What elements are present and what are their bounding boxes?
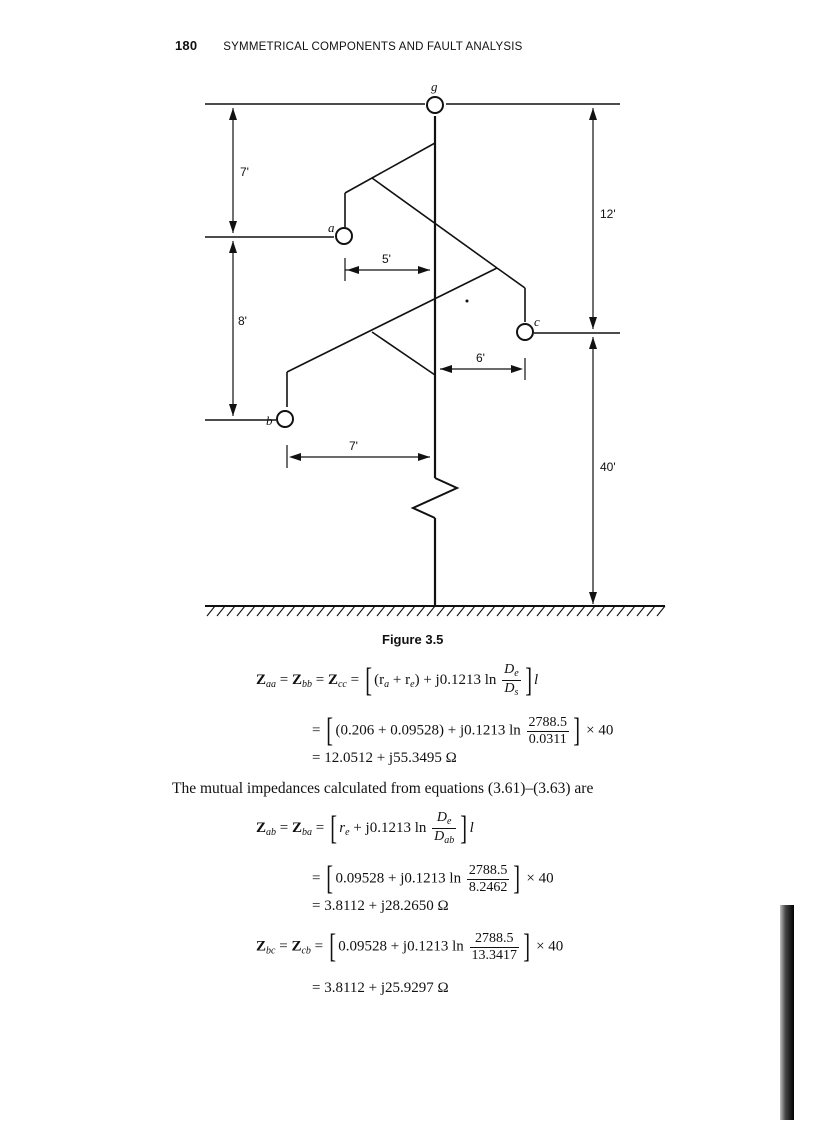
running-title: SYMMETRICAL COMPONENTS AND FAULT ANALYSIS [223,41,523,53]
pole-break-symbol [413,478,457,518]
eq2-length: l [469,819,474,836]
label-c: c [534,314,540,329]
eq1-line2-fraction: $\frac{2788.5}{0.0311}$ [528,714,568,747]
eq2-fraction: $\frac{D_e}{D_{ab}}$ [434,810,455,846]
equation-self-impedance-result: = 12.0512 + j55.3495 Ω [312,750,457,766]
ground-hatching [207,606,665,616]
paragraph-mutual-impedances: The mutual impedances calculated from equations (3.61)–(3.63) are [172,780,594,797]
crossarm-c [497,268,525,288]
conductor-b [277,411,293,427]
crossarm-b [287,268,497,372]
label-dim-7ft-horizontal: 7' [349,439,358,453]
equation-mutual-bc: $Z_{bc} = Z_{cb}$ = [ 0.09528 + j0.1213 ln $\frac{2788.5}{13.3417}$ ] × 40 [256,928,564,965]
equation-mutual-ab-line2: = [ 0.09528 + j0.1213 ln $\frac{2788.5}{8.2462}$ ] × 40 [312,860,554,897]
label-a: a [328,220,335,235]
eq2-line2-fraction: $\frac{2788.5}{8.2462}$ [468,862,508,895]
eq3-tail: × 40 [536,938,564,955]
eq3-inner: 0.09528 + j0.1213 ln [338,938,464,955]
equation-mutual-ab: $Z_{ab} = Z_{ba}$ = [ $r_e + j0.1213$ ln $\frac{D_e}{D_{ab}}$ ] l [256,809,474,847]
eq2-rest: + j0.1213 ln [349,819,427,836]
eq2-r: r [339,819,346,836]
eq-equals: = [350,671,363,688]
label-b: b [266,413,273,428]
eq1-terms: (r [374,671,385,688]
equation-mutual-ab-result: = 3.8112 + j28.2650 Ω [312,898,449,914]
crossarm-a [345,143,435,193]
scan-edge-artifact [780,905,794,1120]
page-number: 180 [175,38,198,53]
eq1-fraction: $\frac{D_e}{D_s}$ [504,662,519,698]
eq2-line2-inner: 0.09528 + j0.1213 ln [335,870,462,887]
crossarm-brace-lower [372,332,435,375]
label-dim-40ft: 40' [600,460,616,474]
equation-mutual-bc-result: = 3.8112 + j25.9297 Ω [312,980,449,996]
eq1-line2-inner: (0.206 + 0.09528) + j0.1213 ln [335,722,521,739]
label-dim-5ft: 5' [382,252,391,266]
label-dim-6ft: 6' [476,351,485,365]
label-dim-8ft: 8' [238,314,247,328]
conductor-c [517,324,533,340]
label-dim-12ft: 12' [600,207,616,221]
eq2-line2-tail: × 40 [526,870,554,887]
eq1-line2-tail: × 40 [586,722,614,739]
label-g: g [431,79,438,94]
label-dim-7ft: 7' [240,165,249,179]
eq3-fraction: $\frac{2788.5}{13.3417}$ [471,930,517,963]
equation-self-impedance: $Z_{aa} = Z_{bb} = Z_{cc}$ = [ $(r_a + r_e) + j0.1213$ ln $\frac{D_e}{D_s}$ ] l [256,661,539,699]
equation-self-impedance-line2: = [ (0.206 + 0.09528) + j0.1213 ln $\frac{2788.5}{0.0311}$ ] × 40 [312,712,614,749]
eq1-plus: + r [389,671,411,688]
ground-wire-conductor [427,97,443,113]
eq1-close: ) + j0.1213 ln [414,671,497,688]
eq1-length: l [534,671,539,688]
figure-caption: Figure 3.5 [382,632,444,647]
conductor-a [336,228,352,244]
